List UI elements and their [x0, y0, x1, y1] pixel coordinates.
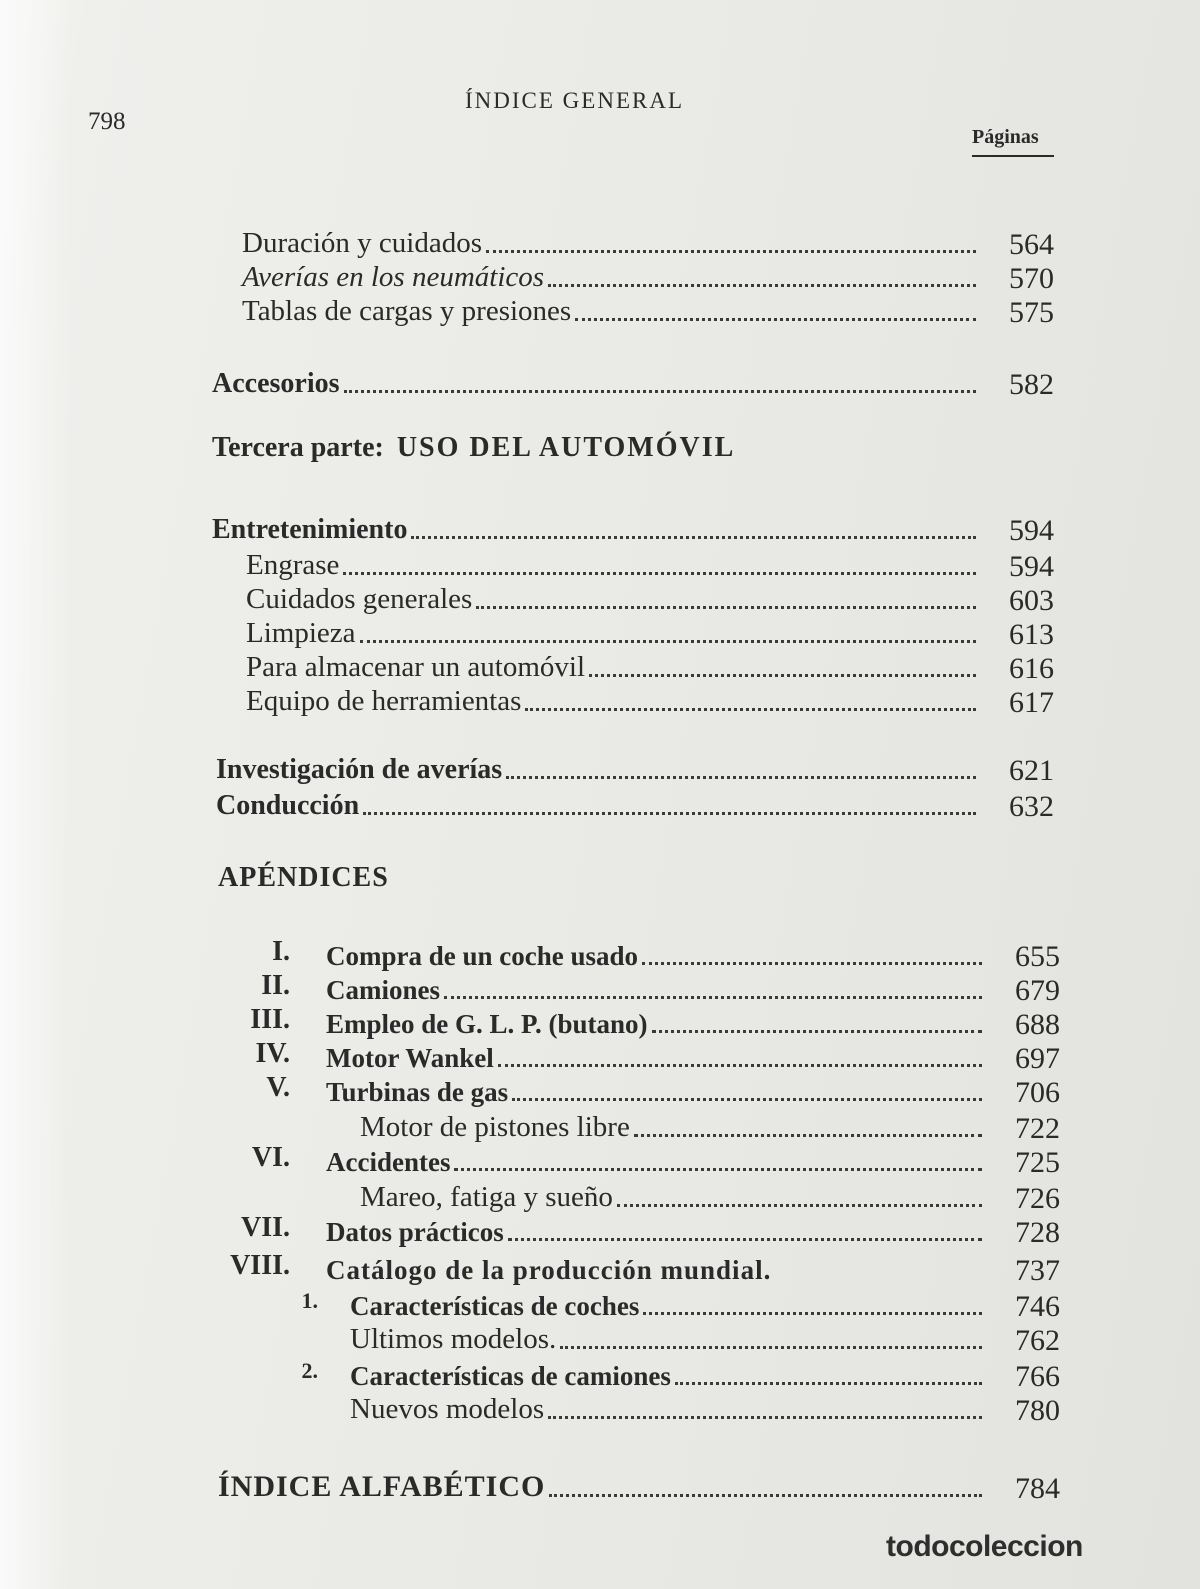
toc-entry	[350, 1286, 1060, 1322]
toc-entry-page: 594	[1009, 550, 1054, 583]
leader-dots	[575, 318, 976, 321]
appendix-subnumber: 2.	[301, 1358, 318, 1383]
toc-entry-label: Investigación de averías	[216, 754, 503, 785]
toc-entry	[326, 936, 1060, 972]
leader-dots	[344, 390, 976, 393]
toc-entry	[326, 1212, 1060, 1248]
part-prefix: Tercera parte:	[212, 432, 384, 463]
toc-entry-label: Camiones	[326, 975, 440, 1005]
toc-entry-page: 594	[1009, 514, 1054, 547]
leader-dots	[634, 1134, 982, 1137]
leader-dots	[508, 1238, 982, 1241]
toc-entry	[216, 786, 1054, 822]
appendix-numeral: IV.	[255, 1038, 290, 1069]
toc-entry	[246, 546, 1054, 582]
leader-dots	[360, 640, 976, 643]
toc-entry-page: 722	[1015, 1112, 1060, 1145]
toc-entry	[350, 1356, 1060, 1392]
leader-dots	[675, 1382, 982, 1385]
leader-dots	[549, 1494, 982, 1497]
toc-entry	[360, 1108, 1060, 1144]
toc-entry-page: 746	[1015, 1290, 1060, 1323]
toc-entry-page: 706	[1015, 1076, 1060, 1109]
toc-entry	[242, 224, 1054, 260]
toc-entry-label: Datos prácticos	[326, 1217, 504, 1247]
toc-entry-page: 582	[1009, 368, 1054, 401]
toc-entry-page: 575	[1009, 296, 1054, 329]
toc-entry-label: Nuevos modelos	[350, 1393, 545, 1425]
running-title: ÍNDICE GENERAL	[465, 88, 684, 113]
toc-entry-label: Para almacenar un automóvil	[246, 651, 586, 683]
toc-entry-label: ÍNDICE ALFABÉTICO	[218, 1470, 546, 1503]
toc-entry	[246, 580, 1054, 616]
toc-entry-page: 655	[1015, 940, 1060, 973]
toc-entry-label: Conducción	[216, 790, 360, 821]
toc-entry-page: 617	[1009, 686, 1054, 719]
toc-entry-label: Ultimos modelos.	[350, 1323, 557, 1355]
toc-entry	[326, 970, 1060, 1006]
toc-entry-page: 688	[1015, 1008, 1060, 1041]
toc-entry	[246, 648, 1054, 684]
appendix-numeral: VIII.	[230, 1250, 290, 1281]
toc-entry-page: 697	[1015, 1042, 1060, 1075]
toc-entry	[246, 682, 1054, 718]
leader-dots	[486, 250, 976, 253]
leader-dots	[498, 1064, 982, 1067]
toc-entry	[326, 1004, 1060, 1040]
toc-entry	[350, 1320, 1060, 1356]
page-edge	[0, 0, 70, 1589]
pages-column-rule	[972, 155, 1054, 157]
toc-entry	[216, 750, 1054, 786]
toc-entry-page: 621	[1009, 754, 1054, 787]
leader-dots	[506, 776, 976, 779]
toc-entry	[246, 614, 1054, 650]
appendix-numeral: III.	[250, 1004, 290, 1035]
toc-entry-label: Cuidados generales	[246, 583, 473, 615]
appendix-numeral: I.	[272, 936, 290, 967]
toc-entry-label: Averías en los neumáticos	[242, 261, 545, 293]
toc-entry-label: Empleo de G. L. P. (butano)	[326, 1009, 648, 1039]
toc-entry-label: Turbinas de gas	[326, 1077, 509, 1107]
toc-entry-label: Catálogo de la producción mundial.	[326, 1255, 772, 1285]
toc-entry-label: Entretenimiento	[212, 514, 408, 545]
toc-entry	[242, 292, 1054, 328]
toc-entry	[212, 510, 1054, 546]
toc-entry	[350, 1390, 1060, 1426]
leader-dots	[617, 1204, 982, 1207]
leader-dots	[643, 1312, 982, 1315]
page-number: 798	[88, 108, 126, 135]
toc-entry-label: Accesorios	[212, 368, 340, 399]
pages-column-label: Páginas	[972, 126, 1039, 148]
leader-dots	[642, 962, 982, 965]
toc-entry-label: Compra de un coche usado	[326, 941, 639, 971]
toc-entry-label: Tablas de cargas y presiones	[242, 295, 572, 327]
leader-dots	[411, 536, 976, 539]
toc-entry-page: 726	[1015, 1182, 1060, 1215]
toc-entry-page: 762	[1015, 1324, 1060, 1357]
leader-dots	[512, 1098, 982, 1101]
toc-entry	[242, 258, 1054, 294]
leader-dots	[560, 1346, 982, 1349]
part-title: USO DEL AUTOMÓVIL	[396, 432, 736, 463]
toc-entry-label: Características de coches	[350, 1291, 640, 1321]
appendix-numeral: II.	[261, 970, 290, 1001]
toc-entry-label: Engrase	[246, 549, 340, 581]
appendix-numeral: V.	[266, 1072, 290, 1103]
leader-dots	[652, 1030, 982, 1033]
leader-dots	[454, 1168, 982, 1171]
toc-entry-page: 737	[1015, 1254, 1060, 1287]
toc-entry-page: 616	[1009, 652, 1054, 685]
leader-dots	[444, 996, 982, 999]
leader-dots	[548, 284, 976, 287]
toc-entry	[326, 1142, 1060, 1178]
leader-dots	[476, 606, 976, 609]
toc-entry-label: Accidentes	[326, 1147, 451, 1177]
toc-entry	[326, 1038, 1060, 1074]
toc-entry-page: 679	[1015, 974, 1060, 1007]
toc-entry	[326, 1072, 1060, 1108]
toc-entry-page: 725	[1015, 1146, 1060, 1179]
toc-entry	[212, 364, 1054, 400]
toc-entry-page: 603	[1009, 584, 1054, 617]
toc-entry	[326, 1250, 1060, 1286]
toc-entry-page: 570	[1009, 262, 1054, 295]
appendix-subnumber: 1.	[301, 1288, 318, 1313]
toc-entry-page: 728	[1015, 1216, 1060, 1249]
toc-entry-label: Duración y cuidados	[242, 227, 482, 259]
watermark-logo: todocoleccion	[886, 1530, 1083, 1563]
toc-entry-label: Motor Wankel	[326, 1043, 494, 1073]
appendices-heading: APÉNDICES	[218, 862, 389, 893]
toc-entry-page: 784	[1015, 1472, 1060, 1505]
toc-entry-page: 780	[1015, 1394, 1060, 1427]
toc-entry-label: Motor de pistones libre	[360, 1111, 630, 1143]
leader-dots	[589, 674, 976, 677]
leader-dots	[363, 812, 976, 815]
toc-entry	[360, 1178, 1060, 1214]
part-heading	[212, 432, 735, 464]
toc-entry-label: Características de camiones	[350, 1361, 671, 1391]
leader-dots	[343, 572, 976, 575]
toc-entry-label: Mareo, fatiga y sueño	[360, 1181, 613, 1213]
toc-entry-label: Limpieza	[246, 617, 356, 649]
toc-entry-page: 632	[1009, 790, 1054, 823]
leader-dots	[548, 1416, 982, 1419]
appendix-numeral: VII.	[240, 1212, 290, 1243]
toc-entry-label: Equipo de herramientas	[246, 685, 522, 717]
appendix-numeral: VI.	[251, 1142, 290, 1173]
toc-entry-page: 766	[1015, 1360, 1060, 1393]
toc-entry	[218, 1462, 1060, 1504]
toc-entry-page: 564	[1009, 228, 1054, 261]
toc-entry-page: 613	[1009, 618, 1054, 651]
leader-dots	[525, 708, 976, 711]
